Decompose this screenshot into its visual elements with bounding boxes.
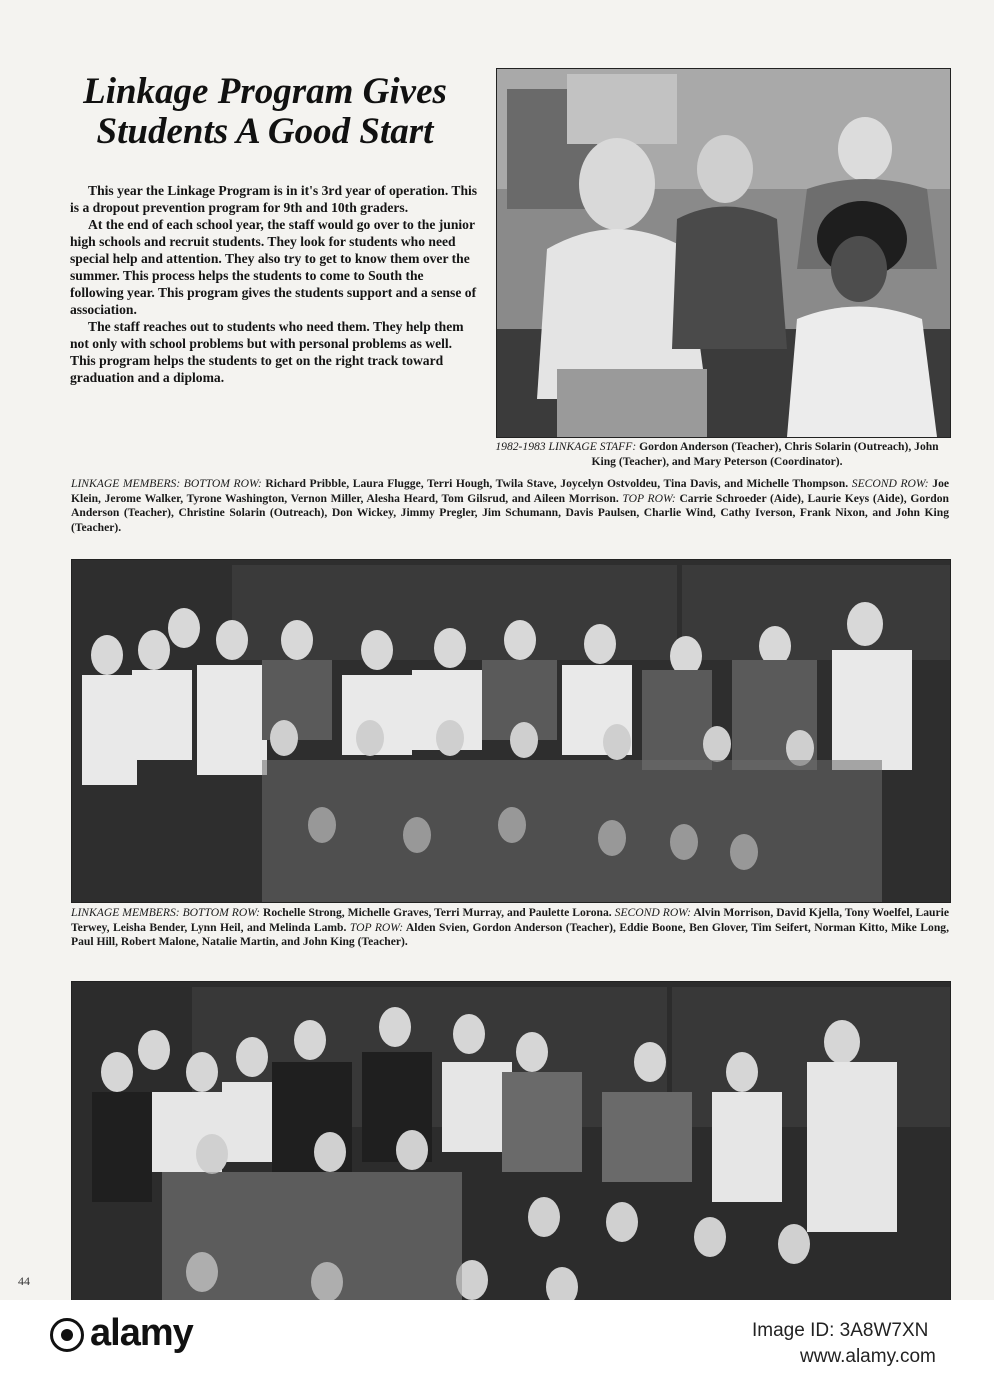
caption1-lead-second: SECOND ROW: <box>851 477 929 490</box>
image-id-label: Image ID: 3A8W7XN <box>752 1320 929 1341</box>
alamy-logo-icon <box>50 1318 84 1352</box>
paragraph-1: This year the Linkage Program is in it's 3rd year of operation. This is a dropout prevention program for 9th and 10th graders. <box>70 183 478 215</box>
group-photo-1 <box>71 559 951 903</box>
page-number: 44 <box>18 1274 30 1288</box>
members-caption-2 <box>71 906 949 950</box>
caption1-lead-top: TOP ROW: <box>622 491 676 505</box>
paragraph-3: The staff reaches out to students who need them. They help them not only with school problems but with personal problems as well. This program helps the students to get on the right track toward graduation and a diploma. <box>70 319 464 385</box>
paragraph-2: At the end of each school year, the staff would go over to the junior high schools and recruit students. They look for students who need special help and attention. They also try to get to know them over the summer. This process helps the students to come to South the following year. This program gives the students support and a sense of association. <box>70 217 477 317</box>
caption2-text-second: Alvin Morrison, David Kjella, Tony Woelfel, Laurie Terwey, Leisha Bender, Lynn Heil, and Melinda Lamb. <box>71 906 950 934</box>
caption2-lead-top: TOP ROW: <box>349 920 404 934</box>
group-photo-2-image <box>72 982 950 1301</box>
article-body <box>70 182 480 386</box>
caption2-lead-second: SECOND ROW: <box>614 906 691 919</box>
caption2-text-bottom: Rochelle Strong, Michelle Graves, Terri Murray, and Paulette Lorona. <box>262 906 612 919</box>
members-caption-1 <box>71 477 949 535</box>
caption2-lead-bottom: LINKAGE MEMBERS: BOTTOM ROW: <box>71 906 260 919</box>
caption1-text-top: Carrie Schroeder (Aide), Laurie Keys (Aide), Gordon Anderson (Teacher), Christine Solarin (Outreach), Don Wickey, Jimmy Pregler, Jim Schumann, Davis Paulsen, Charlie Wind, Cathy Iverson, Frank Nixon, and John King (Teacher). <box>71 491 949 534</box>
staff-caption-text: Gordon Anderson (Teacher), Chris Solarin (Outreach), John King (Teacher), and Mary Peterson (Coordinator). <box>591 440 939 468</box>
caption1-lead-bottom: LINKAGE MEMBERS: BOTTOM ROW: <box>71 477 262 490</box>
title-line-1: Linkage Program Gives <box>83 71 447 112</box>
staff-caption <box>484 440 950 469</box>
alamy-logo <box>50 1312 193 1355</box>
article-title <box>40 72 490 152</box>
staff-photo <box>496 68 951 438</box>
alamy-logo-text: alamy <box>90 1312 193 1354</box>
group-photo-1-image <box>72 560 950 902</box>
caption1-text-second: Joe Klein, Jerome Walker, Tyrone Washington, Vernon Miller, Alesha Heard, Tom Gilsrud, and Aileen Morrison. <box>71 477 950 505</box>
group-photo-2 <box>71 981 951 1302</box>
caption1-text-bottom: Richard Pribble, Laura Flugge, Terri Hough, Twila Stave, Joycelyn Ostvoldeu, Tina Davis, and Michelle Thompson. <box>265 477 849 490</box>
staff-caption-lead: 1982-1983 LINKAGE STAFF: <box>495 440 637 453</box>
site-url-label: www.alamy.com <box>800 1346 936 1367</box>
title-line-2: Students A Good Start <box>96 111 434 152</box>
caption2-text-top: Alden Svien, Gordon Anderson (Teacher), Eddie Boone, Ben Glover, Tim Seifert, Norman Kitto, Mike Long, Paul Hill, Robert Malone, Natalie Martin, and John King (Teacher). <box>71 920 949 948</box>
staff-photo-image <box>497 69 950 437</box>
